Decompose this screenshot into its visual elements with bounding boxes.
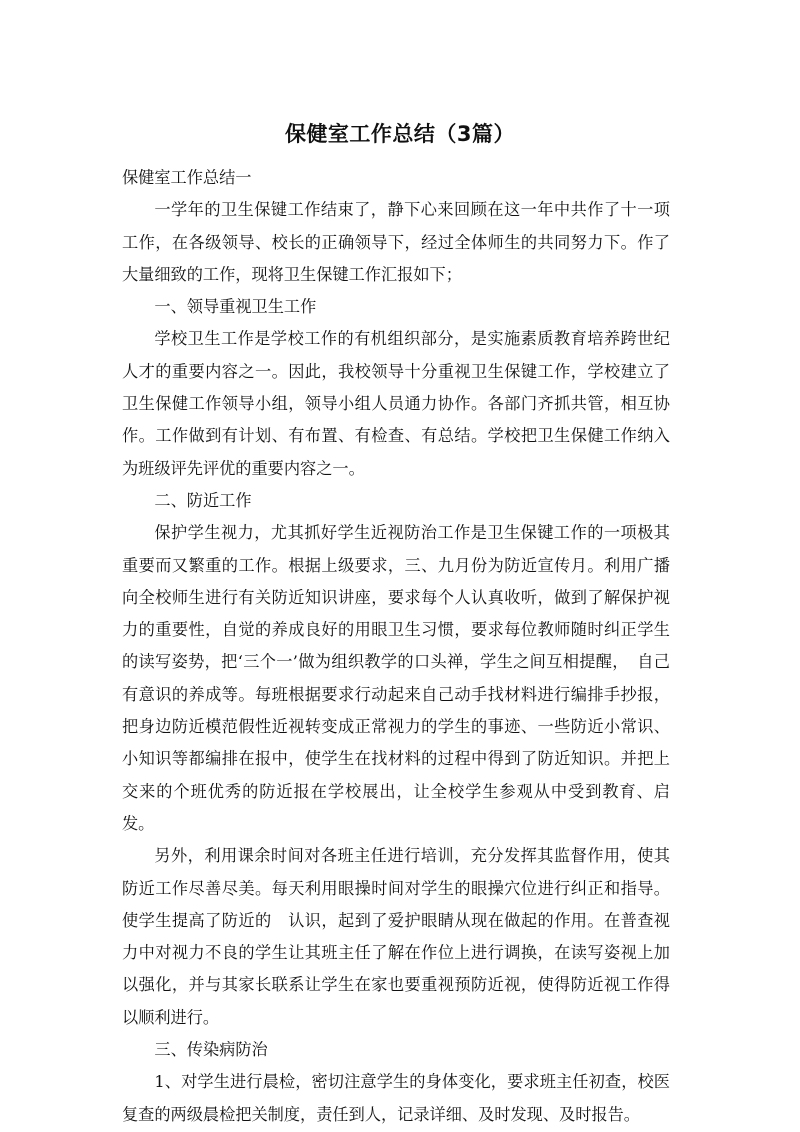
- section-heading-summary-one: 保健室工作总结一: [122, 168, 252, 187]
- heading-leadership: 一、领导重视卫生工作: [154, 297, 317, 317]
- paragraph-morning-check: 1、对学生进行晨检，密切注意学生的身体变化，要求班主任初查，校医复查的两级晨检把关制度，责任到人，记录详细、及时发现、及时报告。: [122, 1072, 670, 1124]
- paragraph-leadership: 学校卫生工作是学校工作的有机组织部分，是实施素质教育培养跨世纪人才的重要内容之一。因此，我校领导十分重视卫生保键工作，学校建立了卫生保健工作领导小组，领导小组人员通力协作。各部门齐抓共管，相互协作。工作做到有计划、有布置、有检查、有总结。学校把卫生保健工作纳入为班级评先评优的重要内容之一。: [122, 329, 670, 478]
- heading-infectious-disease: 三、传染病防治: [154, 1040, 268, 1060]
- paragraph-myopia-prevention: 保护学生视力，尤其抓好学生近视防治工作是卫生保键工作的一项极其重要而又繁重的工作。根据上级要求，三、九月份为防近宣传月。利用广播向全校师生进行有关防近知识讲座，要求每个人认真收听，做到了解保护视力的重要性，自觉的养成良好的用眼卫生习惯，要求每位教师随时纠正学生的读写姿势，把‘三个一’做为组织教学的口头禅，学生之间互相提醒， 自己有意识的养成等。每班根据要求行动起来自己动手找材料进行编排手抄报，把身边防近模范假性近视转变成正常视力的学生的事迹、一些防近小常识、小知识等都编排在报中，使学生在找材料的过程中得到了防近知识。并把上交来的个班优秀的防近报在学校展出，让全校学生参观从中受到教育、启发。: [122, 523, 670, 833]
- heading-myopia-prevention: 二、防近工作: [154, 490, 252, 510]
- paragraph-additional-measures: 另外，利用课余时间对各班主任进行培训，充分发挥其监督作用，使其防近工作尽善尽美。每天利用眼操时间对学生的眼操穴位进行纠正和指导。使学生提高了防近的 认识，起到了爱护眼睛从现在做起的作用。在普查视力中对视力不良的学生让其班主任了解在作位上进行调换，在读写姿视上加以强化，并与其家长联系让学生在家也要重视预防近视，使得防近视工作得以顺利进行。: [122, 846, 670, 1027]
- document-title: 保健室工作总结（3篇）: [284, 122, 516, 146]
- paragraph-intro: 一学年的卫生保键工作结束了，静下心来回顾在这一年中共作了十一项工作，在各级领导、校长的正确领导下，经过全体师生的共同努力下。作了大量细致的工作，现将卫生保键工作汇报如下；: [122, 200, 670, 284]
- document-body: [122, 162, 670, 1131]
